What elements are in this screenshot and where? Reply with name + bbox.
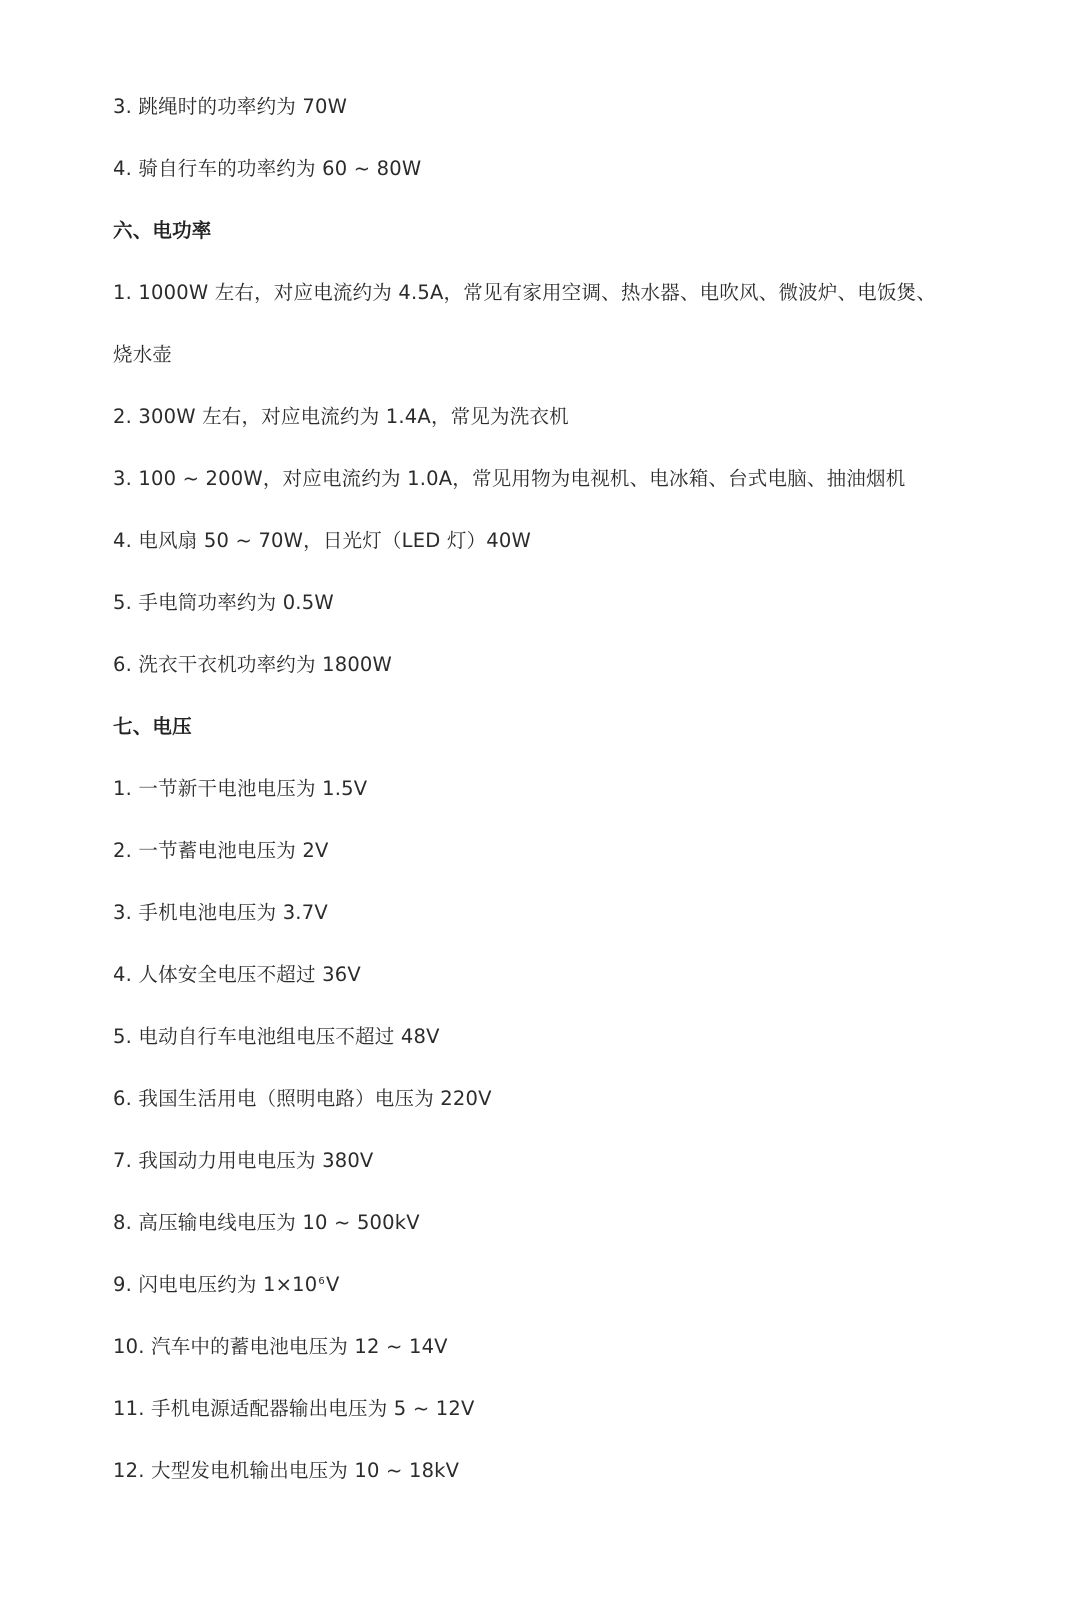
list-item-lightning [113,1272,339,1298]
list-item: 2. 一节蓄电池电压为 2V [113,839,329,862]
list-item: 8. 高压输电线电压为 10 ~ 500kV [113,1211,420,1234]
list-item: 5. 手电筒功率约为 0.5W [113,591,334,614]
list-item: 3. 跳绳时的功率约为 70W [113,95,348,118]
list-item: 12. 大型发电机输出电压为 10 ~ 18kV [113,1459,460,1482]
list-item-continuation: 烧水壶 [113,343,173,366]
list-item: 4. 人体安全电压不超过 36V [113,963,361,986]
list-item: 3. 手机电池电压为 3.7V [113,901,328,924]
list-item: 1. 1000W 左右，对应电流约为 4.5A，常见有家用空调、热水器、电吹风、微波炉、电饭煲、 [113,281,937,304]
list-item: 5. 电动自行车电池组电压不超过 48V [113,1025,440,1048]
list-item: 7. 我国动力用电电压为 380V [113,1149,374,1172]
list-item: 6. 洗衣干衣机功率约为 1800W [113,653,393,676]
section-heading: 七、电压 [113,715,192,738]
list-item: 2. 300W 左右，对应电流约为 1.4A，常见为洗衣机 [113,405,569,428]
list-item: 6. 我国生活用电（照明电路）电压为 220V [113,1087,492,1110]
list-item: 10. 汽车中的蓄电池电压为 12 ~ 14V [113,1335,448,1358]
list-item: 3. 100 ~ 200W，对应电流约为 1.0A，常见用物为电视机、电冰箱、台式电脑、抽油烟机 [113,467,906,490]
list-item: 1. 一节新干电池电压为 1.5V [113,777,368,800]
list-item: 4. 骑自行车的功率约为 60 ~ 80W [113,157,422,180]
lightning-text: 9. 闪电电压约为 1×10 [113,1273,318,1296]
section-heading: 六、电功率 [113,219,212,242]
exponent: 6 [318,1275,325,1287]
unit: V [325,1273,340,1296]
list-item: 11. 手机电源适配器输出电压为 5 ~ 12V [113,1397,475,1420]
list-item: 4. 电风扇 50 ~ 70W，日光灯（LED 灯）40W [113,529,531,552]
